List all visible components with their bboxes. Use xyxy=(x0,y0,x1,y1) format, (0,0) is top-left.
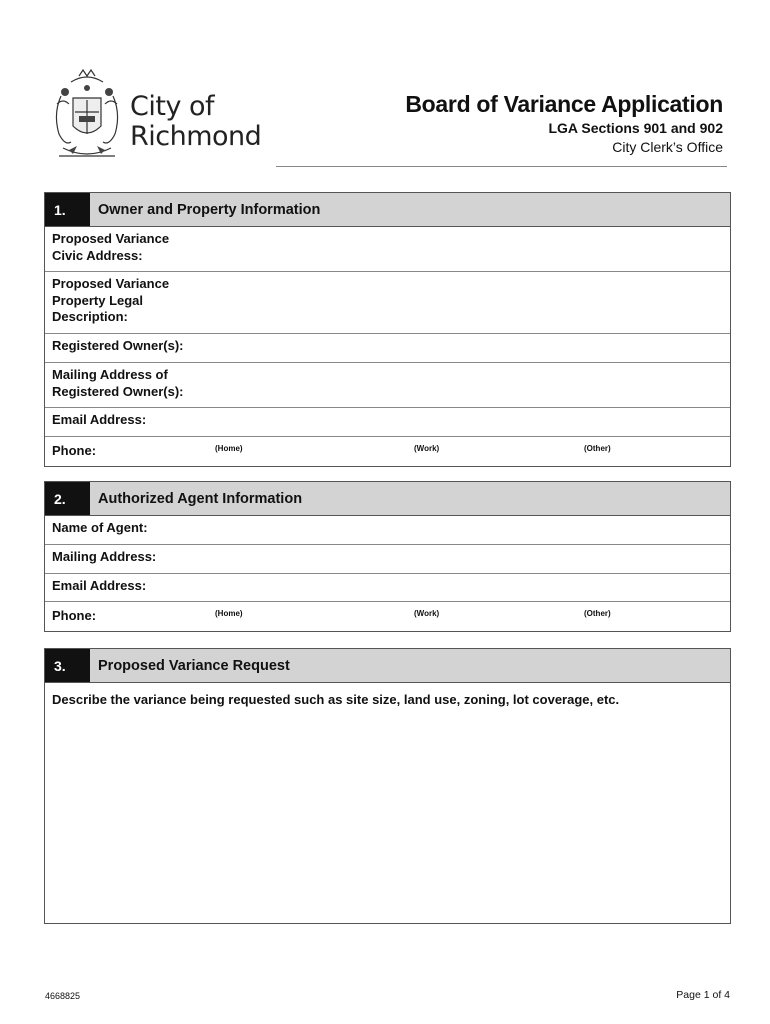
section-number: 1. xyxy=(45,193,90,226)
variance-instructions: Describe the variance being requested such as site size, land use, zoning, lot coverage, etc. xyxy=(52,692,620,707)
agent-name-field[interactable] xyxy=(45,516,730,545)
legal-label-3: Description: xyxy=(52,309,128,324)
header-divider xyxy=(276,166,727,167)
city-logo xyxy=(49,68,262,166)
agent-phone-work-label: (Work) xyxy=(414,609,440,618)
agent-mailing-label: Mailing Address: xyxy=(52,549,157,564)
section-variance-request xyxy=(44,648,731,924)
section-title: Proposed Variance Request xyxy=(90,649,730,682)
owner-phone-field[interactable] xyxy=(45,437,730,466)
owner-mailing-address-field[interactable] xyxy=(45,363,730,408)
civic-address-label-2: Civic Address: xyxy=(52,247,143,263)
registered-owners-field[interactable] xyxy=(45,334,730,363)
office-name: City Clerk’s Office xyxy=(612,139,723,155)
agent-email-label: Email Address: xyxy=(52,578,147,593)
legal-description-field[interactable] xyxy=(45,272,730,334)
section-number: 2. xyxy=(45,482,90,515)
page-title: Board of Variance Application xyxy=(405,91,723,117)
section-header xyxy=(45,649,730,683)
section-agent-info xyxy=(44,481,731,632)
legal-label-2: Property Legal xyxy=(52,292,144,308)
document-number: 4668825 xyxy=(45,991,81,1001)
phone-home-label: (Home) xyxy=(215,444,243,453)
section-number: 3. xyxy=(45,649,90,682)
page-number: Page 1 of 4 xyxy=(676,989,730,1001)
phone-label: Phone: xyxy=(52,443,97,459)
agent-phone-label: Phone: xyxy=(52,608,97,624)
page-subtitle: LGA Sections 901 and 902 xyxy=(548,120,723,136)
registered-owners-label: Registered Owner(s): xyxy=(52,338,184,353)
section-owner-property xyxy=(44,192,731,467)
logo-line-2: Richmond xyxy=(130,121,262,152)
variance-description-field[interactable] xyxy=(45,683,730,923)
agent-email-field[interactable] xyxy=(45,574,730,602)
civic-address-label: Proposed Variance xyxy=(52,231,170,246)
agent-mailing-address-field[interactable] xyxy=(45,545,730,574)
city-logo-wordmark xyxy=(130,92,261,152)
agent-name-label: Name of Agent: xyxy=(52,520,148,535)
agent-phone-home-label: (Home) xyxy=(215,609,243,618)
section-header xyxy=(45,482,730,516)
legal-label-1: Proposed Variance xyxy=(52,276,170,291)
civic-address-field[interactable] xyxy=(45,227,730,272)
richmond-crest-icon xyxy=(49,68,125,166)
agent-phone-field[interactable] xyxy=(45,602,730,631)
mailing-label-2: Registered Owner(s): xyxy=(52,383,184,399)
phone-work-label: (Work) xyxy=(414,444,440,453)
owner-email-field[interactable] xyxy=(45,408,730,437)
email-label: Email Address: xyxy=(52,412,147,427)
agent-phone-other-label: (Other) xyxy=(584,609,611,618)
logo-line-1: City of xyxy=(130,91,215,122)
section-title: Owner and Property Information xyxy=(90,193,730,226)
mailing-label-1: Mailing Address of xyxy=(52,367,168,382)
section-header xyxy=(45,193,730,227)
phone-other-label: (Other) xyxy=(584,444,611,453)
section-title: Authorized Agent Information xyxy=(90,482,730,515)
